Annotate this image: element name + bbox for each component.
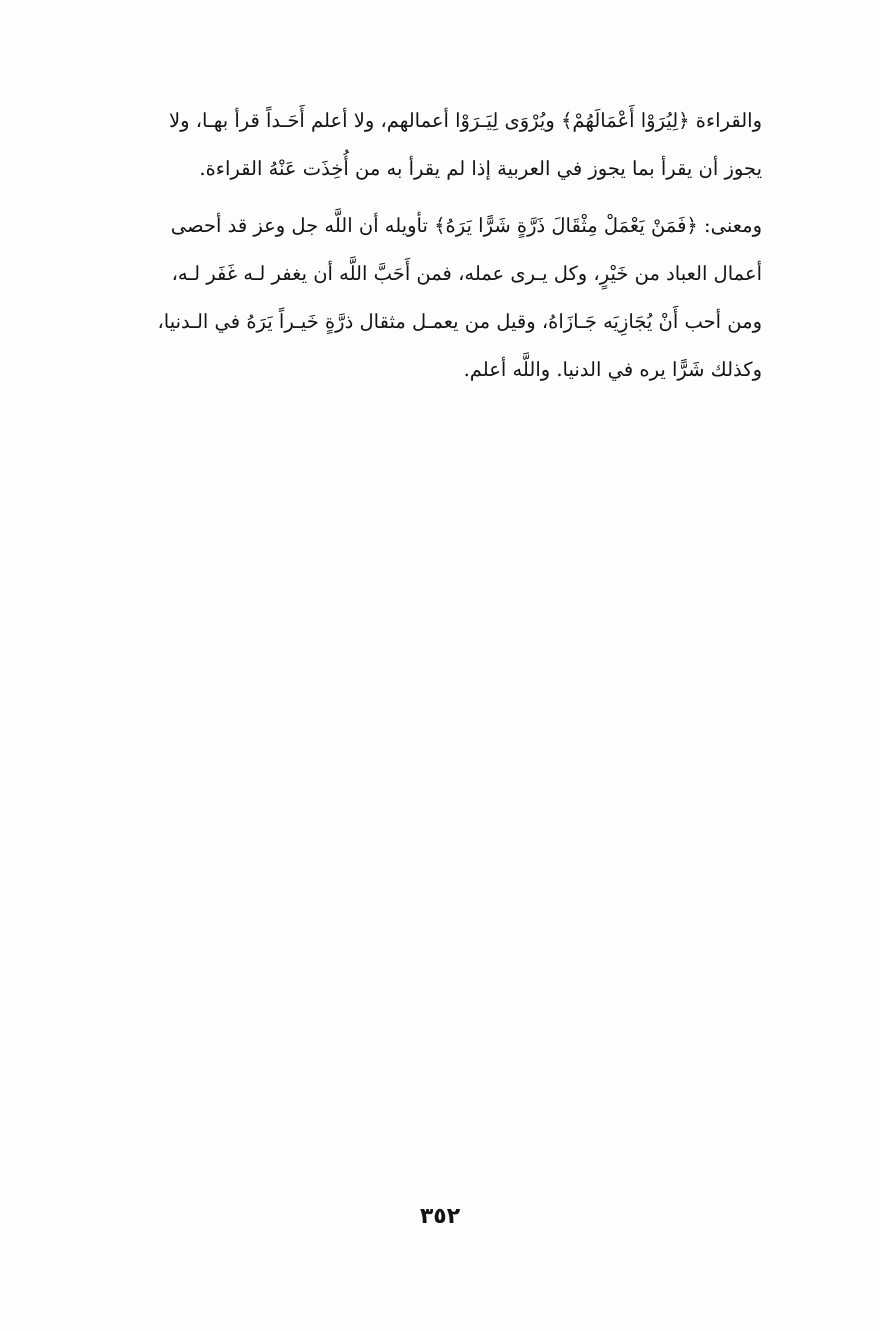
- text-line: والقراءة ﴿لِيُرَوْا أَعْمَالَهُمْ﴾ ويُرْوَى لِيَـرَوْا أعمالهم، ولا أعلم أَحَـداً قرأ بهـا، ولا: [169, 109, 762, 132]
- paragraph-1: [84, 97, 762, 193]
- text-line: وكذلك شَرًّا يره في الدنيا. واللَّه أعلم.: [463, 358, 762, 381]
- page-number: ٣٥٢: [419, 1204, 461, 1229]
- text-line: يجوز أن يقرأ بما يجوز في العربية إذا لم يقرأ به من أُخِذَت عَنْهُ القراءة.: [199, 157, 762, 180]
- text-line: ومن أحب أَنْ يُجَازِيَه جَـازَاهُ، وقيل من يعمـل مثقال ذرَّةٍ خَيـراً يَرَهُ في الـدنيا،: [157, 310, 762, 333]
- text-line: أعمال العباد من خَيْرٍ، وكل يـرى عمله، فمن أَحَبَّ اللَّه أن يغفر لـه غَفَر لـه،: [171, 262, 762, 285]
- text-line: ومعنى: ﴿فَمَنْ يَعْمَلْ مِثْقَالَ ذَرَّةٍ شَرًّا يَرَهُ﴾ تأويله أن اللَّه جل وعز قد أحصى: [170, 214, 762, 237]
- paragraph-2: [84, 202, 762, 394]
